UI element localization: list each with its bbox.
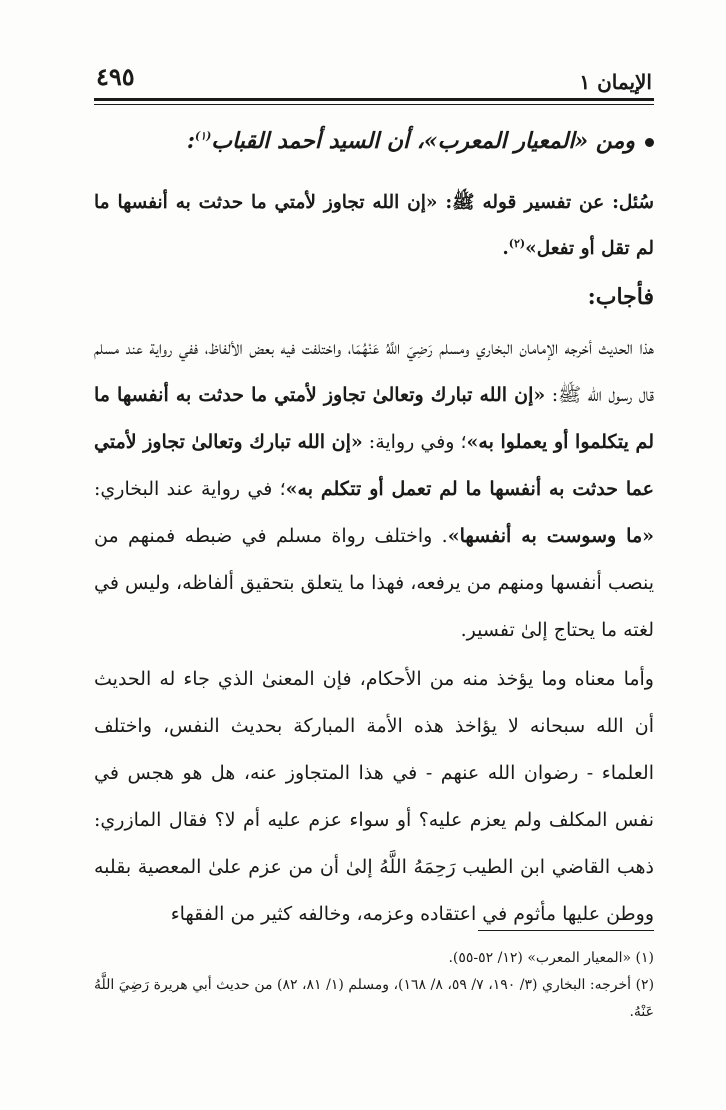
para1-seg-4: . واختلف رواة مسلم في ضبطه فمنهم من ينصب أنفسها ومنهم من يرفعه، فهذا ما يتعلق بتحقيق ألفاظه، وليس في لغته ما يحتاج إلىٰ تفسير.: [94, 525, 654, 641]
fatwa-source-heading: [94, 128, 654, 166]
footnote-ref-2: (٢): [508, 237, 526, 250]
footnote-ref-1: (١): [194, 129, 212, 143]
header-rule-thin: [94, 104, 654, 105]
running-title: الإيمان ١: [579, 70, 652, 94]
paragraph-meaning: وأما معناه وما يؤخذ منه من الأحكام، فإن المعنىٰ الذي جاء له الحديث أن الله سبحانه لا يؤاخذ هذه الأمة المباركة بحديث النفس، واختلف العلماء - رضوان الله عنهم - في هذا المتجاوز عنه، هل هو هجس في نفس المكلف ولم يعزم عليه؟ أو سواء عزم عليه أم لا؟ فقال المازري: ذهب القاضي ابن الطيب رَحِمَهُ اللَّهُ إلىٰ أن من عزم علىٰ المعصية بقلبه ووطن عليها مأثوم في اعتقاده وعزمه، وخالفه كثير من الفقهاء: [94, 668, 654, 925]
fatwa-source-suffix: :: [186, 128, 195, 154]
para1-seg-2: ؛ وفي رواية:: [362, 431, 467, 453]
hadith-quote-1: «إن الله تبارك وتعالىٰ تجاوز لأمتي ما حدثت به أنفسها ما لم يتكلموا أو يعملوا به»: [94, 384, 654, 453]
footnotes: [94, 945, 654, 1026]
para1-seg-1: هذا الحديث أخرجه الإمامان البخاري ومسلم رَضِيَ اللَّهُ عَنْهُمَا، واختلفت فيه بعض الألفاظ، ففي رواية عند مسلم قال رسول الله ﷺ:: [94, 337, 654, 406]
page-number: ٤٩٥: [96, 62, 135, 91]
question-hadith: «إن الله تجاوز لأمتي ما حدثت به أنفسها ما لم تقل أو تفعل»: [94, 192, 654, 260]
question-text: [94, 182, 654, 269]
running-header: [96, 60, 652, 100]
answer-label: فأجاب:: [587, 284, 654, 310]
fatwa-source-text: ومن «المعيار المعرب»، أن السيد أحمد القباب: [211, 128, 635, 154]
question-suffix: .: [502, 238, 509, 260]
question-prefix: سُئل: عن تفسير قوله ﷺ:: [437, 192, 654, 213]
paragraph-hadith-narrations: [94, 325, 654, 654]
footnote-1: (١) «المعيار المعرب» (١٢/ ٥٢-٥٥).: [448, 950, 654, 966]
para1-seg-3: ؛ في رواية عند البخاري:: [94, 478, 286, 500]
hadith-quote-3: «ما وسوست به أنفسها»: [447, 525, 654, 547]
hadith-quote-2: «إن الله تبارك وتعالىٰ تجاوز لأمتي عما حدثت به أنفسها ما لم تعمل أو تتكلم به»: [94, 431, 654, 500]
bullet-icon: [645, 138, 654, 147]
footnote-2: (٢) أخرجه: البخاري (٣/ ١٩٠، ٧/ ٥٩، ٨/ ١٦٨)، ومسلم (١/ ٨١، ٨٢) من حديث أبي هريرة رَضِيَ اللَّهُ عَنْهُ.: [94, 977, 655, 1020]
footnote-separator: [478, 930, 654, 931]
header-rule-thick: [94, 98, 654, 101]
